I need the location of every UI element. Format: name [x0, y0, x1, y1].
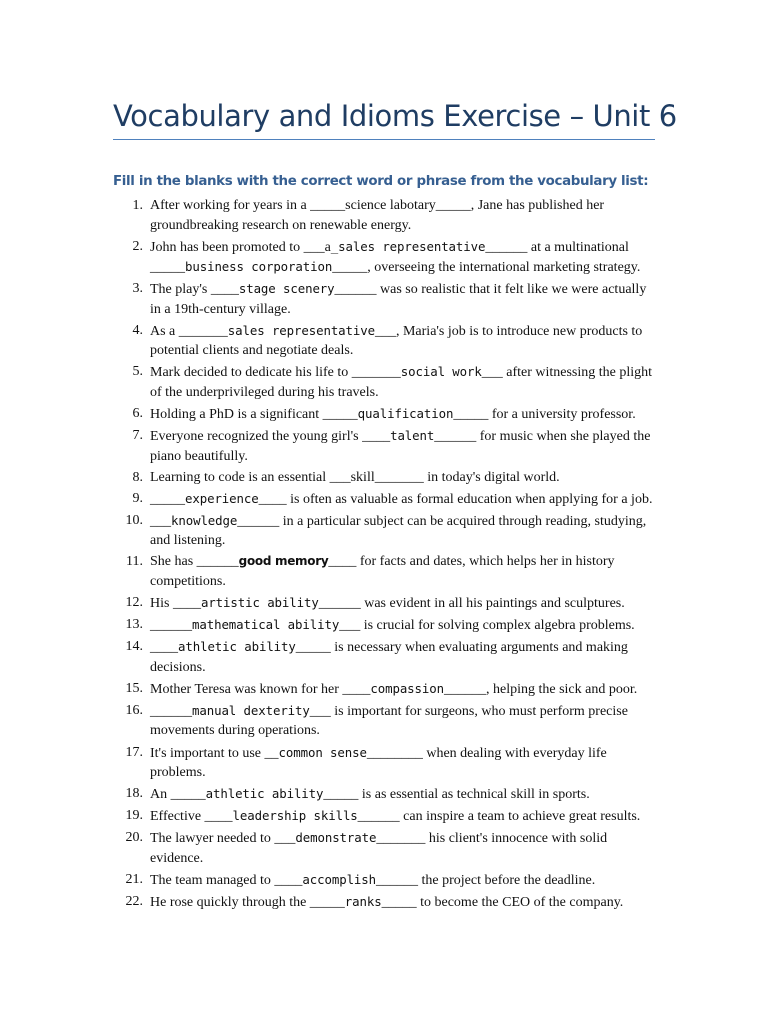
item-text-segment: After working for years in a _____science labotary_____, Jane has published her groundbreaking research on renewable energy. — [150, 198, 605, 233]
item-number: 9. — [132, 490, 143, 506]
item-text-segment: ___, Maria's job is to introduce new products to potential clients and negotiate deals. — [150, 323, 643, 359]
item-text-segment: ____ — [150, 640, 178, 656]
item-text — [150, 892, 658, 913]
item-text-segment: John has been promoted to ___a — [150, 239, 331, 255]
answer-text: athletic ability — [205, 786, 324, 802]
item-text-segment: ______ was so realistic that it felt like we were actually in a 19th-century village. — [150, 282, 647, 317]
item-text — [150, 593, 658, 614]
exercise-item — [113, 552, 658, 591]
item-text — [150, 743, 658, 783]
item-text — [150, 806, 658, 827]
answer-text: compassion — [370, 680, 444, 696]
answer-text: artistic ability — [200, 595, 319, 611]
exercise-item — [113, 679, 658, 700]
document-title: Vocabulary and Idioms Exercise – Unit 6 — [113, 99, 677, 133]
item-text — [150, 196, 658, 235]
item-text — [150, 279, 658, 319]
item-text — [150, 828, 658, 868]
item-text-segment: _____, overseeing the international marketing strategy. — [332, 260, 641, 276]
answer-text: leadership skills — [232, 808, 358, 824]
item-text-segment: The play's ____ — [150, 282, 239, 298]
item-number: 5. — [132, 364, 143, 380]
answer-text: athletic ability — [178, 639, 296, 655]
item-text — [150, 615, 658, 636]
item-text-segment: ______ in a particular subject can be acquired through reading, studying, and listening. — [150, 513, 647, 549]
item-text — [150, 679, 658, 700]
exercise-item — [113, 279, 658, 319]
item-text-segment: It's important to use __ — [150, 745, 279, 761]
item-number: 15. — [125, 680, 143, 696]
exercise-item — [113, 511, 658, 551]
answer-text: _sales representative — [330, 238, 486, 254]
item-number: 3. — [132, 281, 143, 297]
item-number: 13. — [125, 617, 143, 633]
exercise-item — [113, 237, 658, 278]
item-text-segment: ___ after witnessing the plight of the underprivileged during his travels. — [150, 365, 653, 400]
answer-text: knowledge — [171, 512, 238, 528]
item-text — [150, 237, 658, 278]
item-text-segment: _____ is as essential as technical skill in sports. — [323, 787, 590, 803]
item-text — [150, 362, 658, 402]
answer-text: talent — [390, 428, 435, 444]
item-text-segment: ____ for facts and dates, which helps her in history competitions. — [150, 554, 615, 589]
item-number: 8. — [132, 469, 143, 485]
item-text-segment: Holding a PhD is a significant _____ — [150, 406, 358, 422]
item-text — [150, 404, 658, 425]
item-text-segment: ______ was evident in all his paintings and sculptures. — [318, 596, 625, 612]
exercise-item — [113, 404, 658, 425]
item-text-segment: _____ is necessary when evaluating arguments and making decisions. — [150, 640, 628, 675]
item-text-segment: _______ his client's innocence with solid evidence. — [150, 831, 608, 866]
item-number: 12. — [125, 595, 143, 611]
answer-text: ranks — [344, 893, 382, 909]
exercise-item — [113, 321, 658, 361]
item-number: 21. — [125, 871, 143, 887]
item-text-segment: _____ — [150, 491, 185, 507]
item-text-segment: The team managed to ____ — [150, 872, 303, 888]
exercise-item — [113, 615, 658, 636]
item-text-segment: ________ when dealing with everyday life problems. — [150, 745, 607, 780]
answer-text: stage scenery — [238, 281, 335, 297]
answer-text: demonstrate — [295, 830, 377, 846]
item-text-segment: An _____ — [150, 787, 206, 803]
item-text-segment: ___ is important for surgeons, who must perform precise movements during operations. — [150, 703, 628, 739]
item-number: 4. — [132, 322, 143, 338]
item-text-segment: Mother Teresa was known for her ____ — [150, 681, 371, 697]
item-number: 14. — [125, 639, 143, 655]
item-text — [150, 511, 658, 551]
exercise-item — [113, 362, 658, 402]
exercise-item — [113, 870, 658, 891]
answer-text: common sense — [278, 744, 367, 760]
item-text — [150, 701, 658, 741]
exercise-item — [113, 637, 658, 677]
answer-text: good memory — [238, 554, 329, 569]
item-text-segment: Mark decided to dedicate his life to _______ — [150, 365, 401, 381]
exercise-item — [113, 806, 658, 827]
item-text-segment: ______ for music when she played the piano beautifully. — [150, 429, 651, 464]
exercise-item — [113, 784, 658, 805]
item-text-segment: As a _______ — [150, 323, 228, 339]
item-text — [150, 552, 658, 591]
item-text-segment: His ____ — [150, 596, 201, 612]
item-text-segment: ______ — [150, 618, 192, 634]
item-text-segment: _____ for a university professor. — [453, 406, 636, 422]
item-number: 17. — [125, 744, 143, 760]
title-divider — [113, 139, 655, 140]
answer-text: mathematical ability — [192, 617, 340, 633]
item-text-segment: Learning to code is an essential ___skill_______ in today's digital world. — [150, 469, 560, 485]
item-text-segment: Effective ____ — [150, 809, 233, 825]
exercise-list — [113, 196, 658, 914]
item-number: 7. — [132, 428, 143, 444]
exercise-item — [113, 426, 658, 466]
item-text-segment: ___ is crucial for solving complex algebra problems. — [339, 618, 635, 634]
item-number: 10. — [125, 512, 143, 528]
item-text-segment: _____ to become the CEO of the company. — [381, 894, 624, 910]
item-text — [150, 870, 658, 891]
item-number: 11. — [126, 554, 143, 570]
exercise-item — [113, 743, 658, 783]
exercise-item — [113, 701, 658, 741]
answer-text: accomplish — [302, 871, 377, 887]
item-number: 20. — [125, 830, 143, 846]
exercise-item — [113, 892, 658, 913]
answer-text: social work — [400, 364, 482, 380]
instruction-heading: Fill in the blanks with the correct word or phrase from the vocabulary list: — [113, 174, 649, 189]
item-text — [150, 321, 658, 361]
item-number: 6. — [132, 405, 143, 421]
item-text-segment: ______ can inspire a team to achieve great results. — [357, 809, 641, 825]
item-text-segment: ______, helping the sick and poor. — [443, 681, 638, 697]
item-number: 1. — [132, 198, 143, 213]
exercise-item — [113, 828, 658, 868]
item-text — [150, 468, 658, 488]
item-text-segment: ______ at a multinational _____ — [150, 239, 629, 276]
answer-text: experience — [185, 490, 259, 506]
item-number: 22. — [125, 893, 143, 909]
item-number: 16. — [125, 702, 143, 718]
exercise-item — [113, 593, 658, 614]
item-text-segment: ___ — [150, 513, 171, 529]
exercise-item — [113, 468, 658, 488]
answer-text: manual dexterity — [192, 702, 310, 718]
item-number: 18. — [125, 786, 143, 802]
item-text — [150, 784, 658, 805]
exercise-item — [113, 196, 658, 235]
item-text-segment: Everyone recognized the young girl's ____ — [150, 429, 391, 445]
item-text — [150, 426, 658, 466]
item-text-segment: The lawyer needed to ___ — [150, 831, 296, 847]
item-text-segment: He rose quickly through the _____ — [150, 894, 345, 910]
answer-text: qualification — [357, 405, 454, 421]
item-text-segment: ______ — [150, 703, 192, 719]
item-text-segment: ______ the project before the deadline. — [376, 872, 596, 888]
item-text-segment: ____ is often as valuable as formal education when applying for a job. — [258, 491, 653, 507]
answer-text: business corporation — [185, 259, 333, 275]
item-text — [150, 637, 658, 677]
item-number: 2. — [132, 238, 143, 254]
item-number: 19. — [125, 808, 143, 824]
exercise-item — [113, 489, 658, 510]
item-text — [150, 489, 658, 510]
answer-text: sales representative — [227, 322, 375, 338]
item-text-segment: She has ______ — [150, 554, 239, 570]
